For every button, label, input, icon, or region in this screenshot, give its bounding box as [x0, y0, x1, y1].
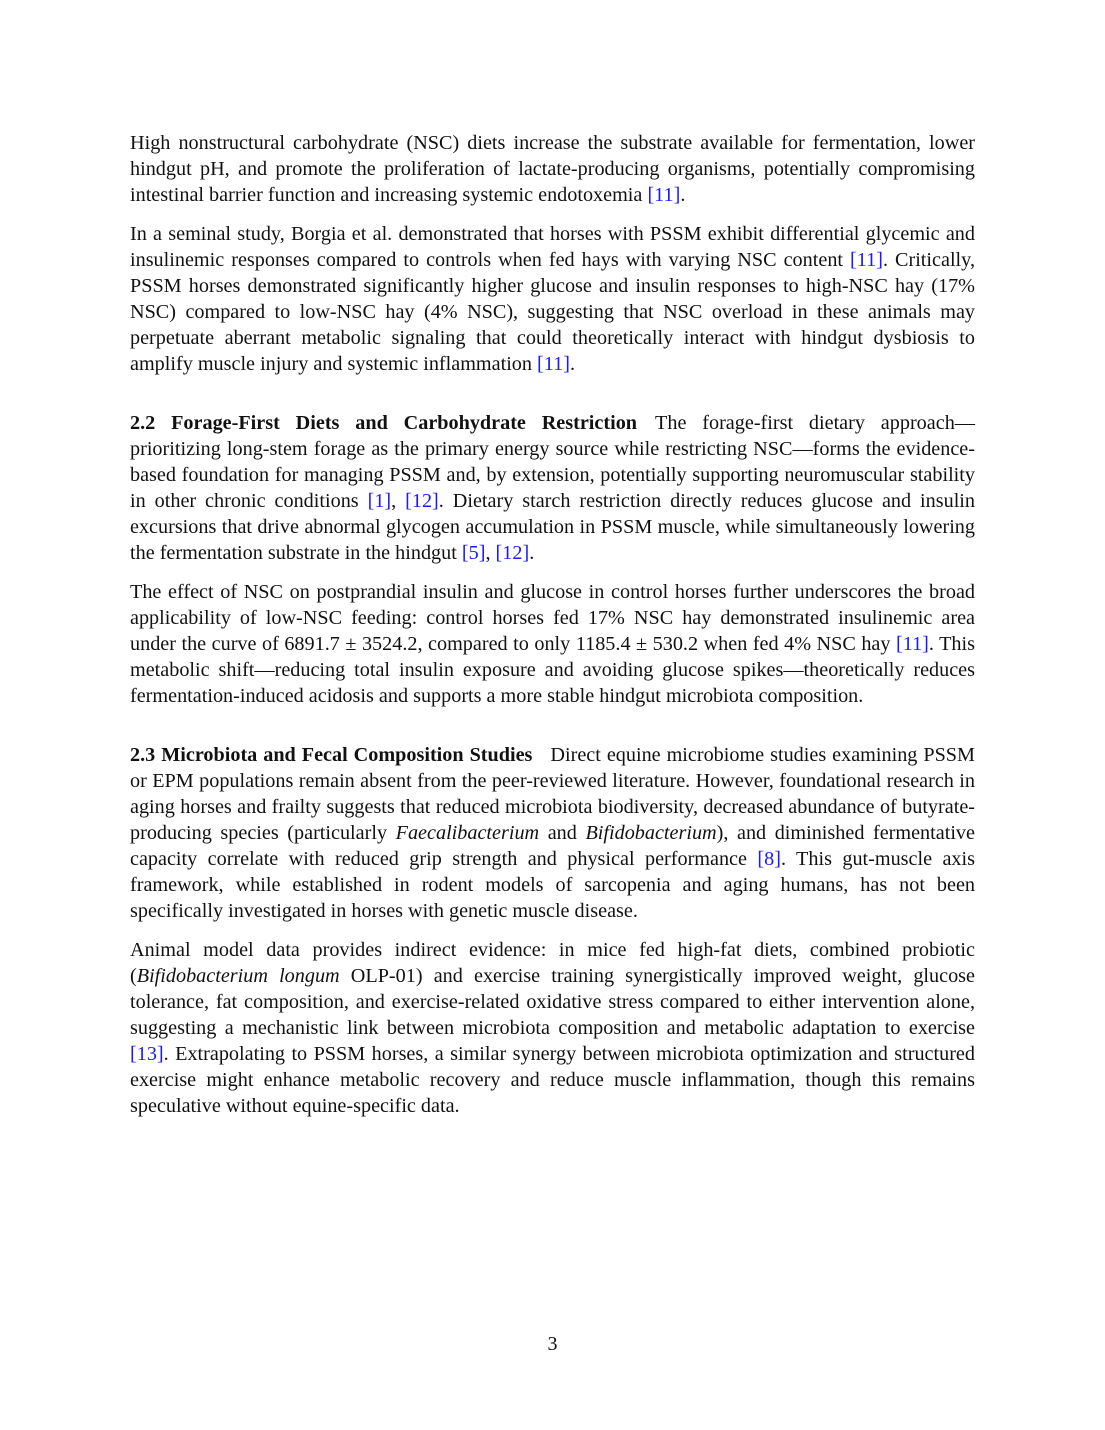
paragraph-borgia-study: In a seminal study, Borgia et al. demonstrated that horses with PSSM exhibit differential glycemic and insulinemic responses compared to controls when fed hays with varying NSC content [11]. Critically, PSSM horses demonstrated significantly higher glucose and insulin responses to high-NSC hay (17% NSC) compared to low-NSC hay (4% NSC), suggesting that NSC overload in these animals may perpetuate aberrant metabolic signaling that could theoretically interact with hindgut dysbiosis to amplify muscle injury and systemic inflammation [11].: [130, 223, 975, 375]
citation-link[interactable]: [11]: [896, 633, 929, 655]
citation-link[interactable]: [8]: [757, 848, 781, 870]
citation-link[interactable]: [12]: [405, 490, 439, 512]
citation-link[interactable]: [13]: [130, 1043, 164, 1065]
citation-link[interactable]: [12]: [495, 542, 530, 564]
section-2-2: 2.2 Forage-First Diets and Carbohydrate Restriction The forage-first dietary approach—prioritizing long-stem forage as the primary energy source while restricting NSC—forms the evidence-based foundation for managing PSSM and, by extension, potentially supporting neuromuscular stability in other chronic conditions [1], [12]. Dietary starch restriction directly reduces glucose and insulin excursions that drive abnormal glycogen accumulation in PSSM muscle, while simultaneously lowering the fermentation substrate in the hindgut [5], [12].: [130, 412, 976, 564]
document-page: [130, 130, 975, 1132]
section-heading: 2.2 Forage-First Diets and Carbohydrate Restriction: [130, 412, 638, 434]
section-heading: 2.3 Microbiota and Fecal Composition Studies: [130, 744, 533, 766]
citation-link[interactable]: [1]: [367, 490, 392, 512]
section-2-3: 2.3 Microbiota and Fecal Composition Studies Direct equine microbiome studies examining PSSM or EPM populations remain absent from the peer-reviewed literature. However, foundational research in aging horses and frailty suggests that reduced microbiota biodiversity, decreased abundance of butyrate-producing species (particularly Faecalibacterium and Bifidobacterium), and diminished fermentative capacity correlate with reduced grip strength and physical performance [8]. This gut-muscle axis framework, while established in rodent models of sarcopenia and aging humans, has not been specifically investigated in horses with genetic muscle disease.: [130, 744, 975, 922]
citation-link[interactable]: [11]: [850, 249, 883, 271]
citation-link[interactable]: [11]: [537, 353, 570, 375]
paragraph-animal-model: Animal model data provides indirect evidence: in mice fed high-fat diets, combined probiotic (Bifidobacterium longum OLP-01) and exercise training synergistically improved weight, glucose tolerance, fat composition, and exercise-related oxidative stress compared to either intervention alone, suggesting a mechanistic link between microbiota composition and metabolic adaptation to exercise [13]. Extrapolating to PSSM horses, a similar synergy between microbiota optimization and structured exercise might enhance metabolic recovery and reduce muscle inflammation, though this remains speculative without equine-specific data.: [130, 939, 975, 1117]
page-number: 3: [547, 1333, 558, 1355]
paragraph-nsc-effect: The effect of NSC on postprandial insulin and glucose in control horses further underscores the broad applicability of low-NSC feeding: control horses fed 17% NSC hay demonstrated insulinemic area under the curve of 6891.7 ± 3524.2, compared to only 1185.4 ± 530.2 when fed 4% NSC hay [11]. This metabolic shift—reducing total insulin exposure and avoiding glucose spikes—theoretically reduces fermentation-induced acidosis and supports a more stable hindgut microbiota composition.: [130, 581, 975, 707]
paragraph-nsc-diets: High nonstructural carbohydrate (NSC) diets increase the substrate available for fermentation, lower hindgut pH, and promote the proliferation of lactate-producing organisms, potentially compromising intestinal barrier function and increasing systemic endotoxemia [11].: [130, 132, 975, 206]
citation-link[interactable]: [11]: [647, 184, 681, 206]
citation-link[interactable]: [5]: [461, 542, 486, 564]
